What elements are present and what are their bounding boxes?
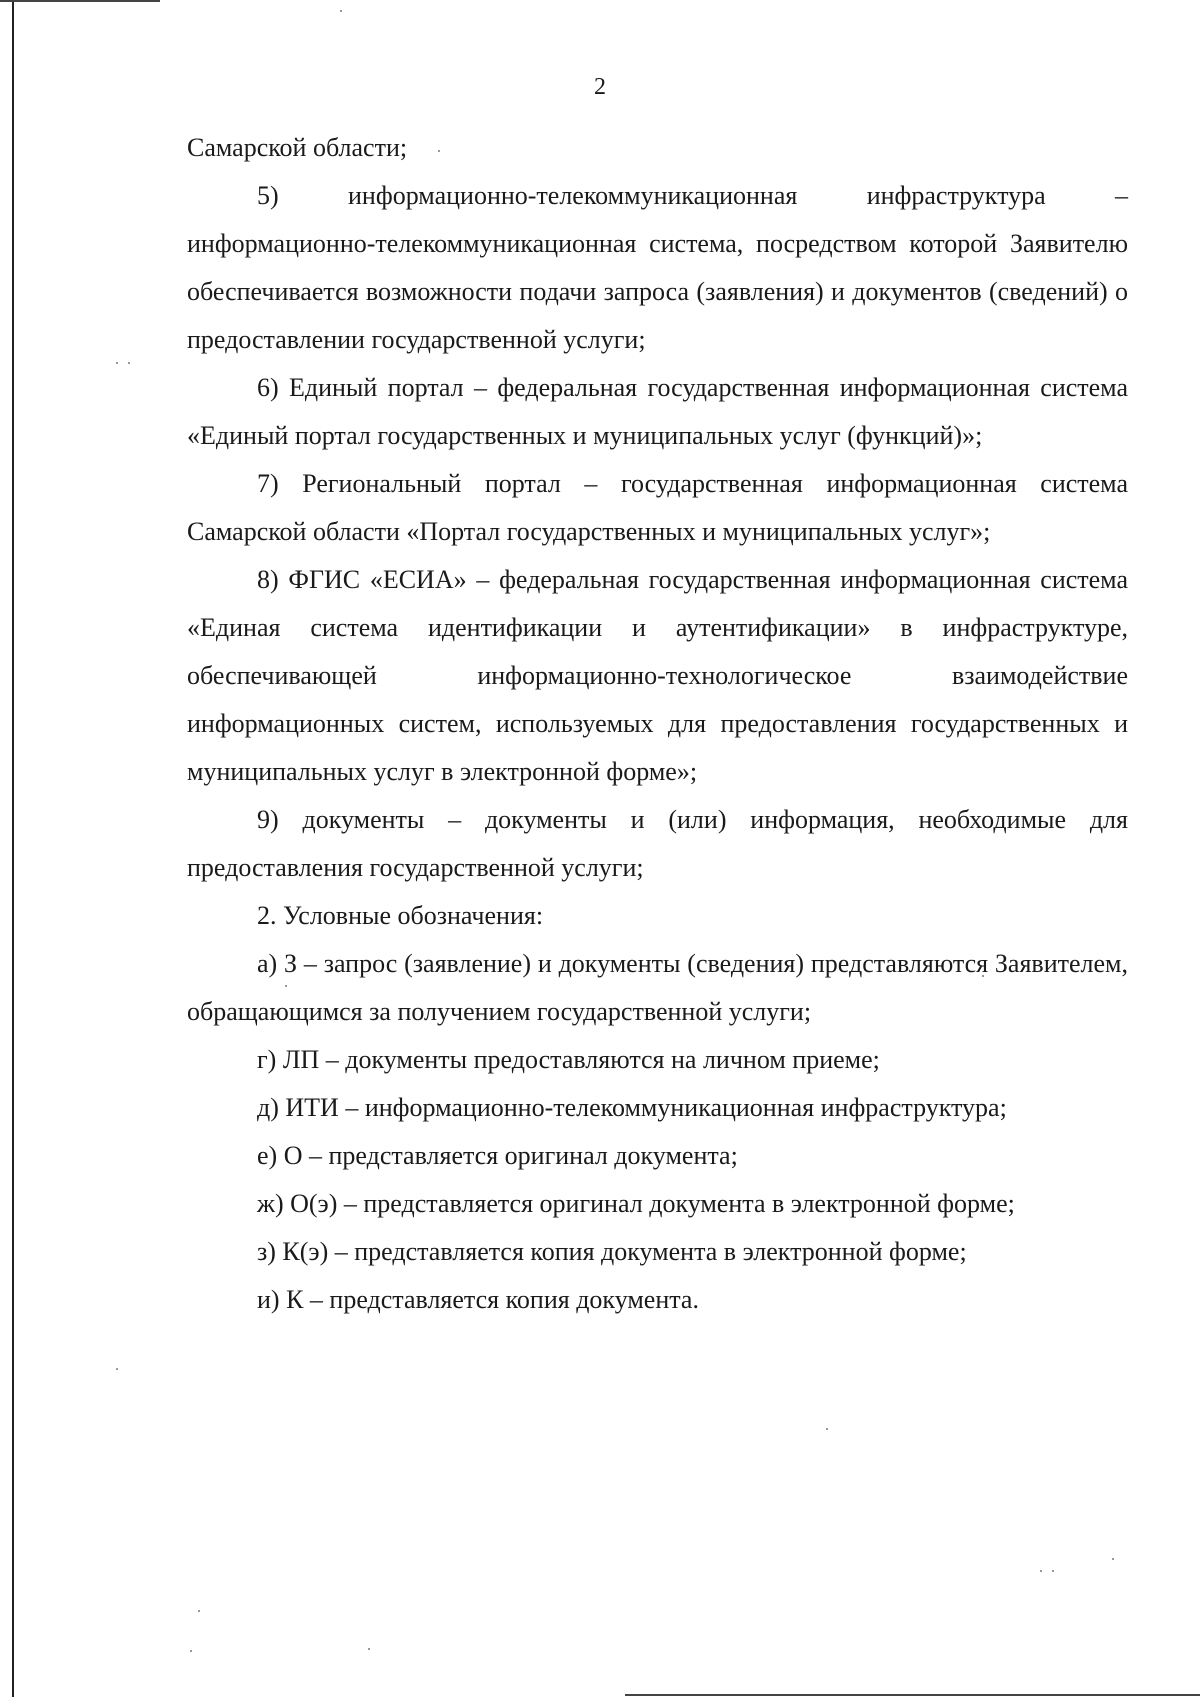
scan-speck bbox=[1052, 1570, 1054, 1572]
legend-item-i: и) К – представляется копия документа. bbox=[257, 1285, 699, 1314]
scan-speck bbox=[340, 10, 342, 12]
legend-item-e: е) О – представляется оригинал документа; bbox=[257, 1141, 738, 1170]
page-number: 2 bbox=[594, 74, 606, 100]
paragraph-7-regional-portal: 7) Региональный портал – государственная информационная система Самарской области «Портал государственных и муниципальных услуг»; bbox=[187, 469, 1128, 546]
scan-speck bbox=[368, 1648, 370, 1650]
scan-speck bbox=[1112, 1558, 1114, 1560]
scan-speck bbox=[190, 1650, 192, 1652]
paragraph-8-fgis-esia: 8) ФГИС «ЕСИА» – федеральная государственная информационная система «Единая система идентификации и аутентификации» в инфраструктуре, обеспечивающей информационно-технологическое взаимодействие информационных систем, используемых для предоставления государственных и муниципальных услуг в электронной форме»; bbox=[187, 565, 1128, 786]
scan-speck bbox=[198, 1610, 200, 1612]
page-edge-left bbox=[12, 0, 14, 1697]
scan-speck bbox=[116, 362, 118, 364]
legend-item-zh: ж) О(э) – представляется оригинал документа в электронной форме; bbox=[257, 1189, 1015, 1218]
legend-item-d: д) ИТИ – информационно-телекоммуникационная инфраструктура; bbox=[257, 1093, 1007, 1122]
legend-item-g: г) ЛП – документы предоставляются на личном приеме; bbox=[257, 1045, 880, 1074]
document-body bbox=[187, 124, 1128, 1324]
scan-speck bbox=[116, 1368, 118, 1370]
section-2-heading: 2. Условные обозначения: bbox=[257, 901, 544, 930]
page-edge-bottom bbox=[625, 1694, 1200, 1696]
paragraph-9-documents: 9) документы – документы и (или) информация, необходимые для предоставления государственной услуги; bbox=[187, 805, 1128, 882]
scan-speck bbox=[1040, 1570, 1042, 1572]
scan-speck bbox=[128, 362, 130, 364]
page-edge-top bbox=[0, 0, 160, 2]
legend-item-a: а) З – запрос (заявление) и документы (сведения) представляются Заявителем, обращающимся за получением государственной услуги; bbox=[187, 949, 1128, 1026]
legend-item-z: з) К(э) – представляется копия документа в электронной форме; bbox=[257, 1237, 967, 1266]
paragraph-continuation: Самарской области; bbox=[187, 133, 408, 162]
scan-speck bbox=[826, 1428, 828, 1430]
paragraph-5-infrastructure: 5) информационно-телекоммуникационная инфраструктура – информационно-телекоммуникационная система, посредством которой Заявителю обеспечивается возможности подачи запроса (заявления) и документов (сведений) о предоставлении государственной услуги; bbox=[187, 181, 1128, 354]
paragraph-6-unified-portal: 6) Единый портал – федеральная государственная информационная система «Единый портал государственных и муниципальных услуг (функций)»; bbox=[187, 373, 1128, 450]
